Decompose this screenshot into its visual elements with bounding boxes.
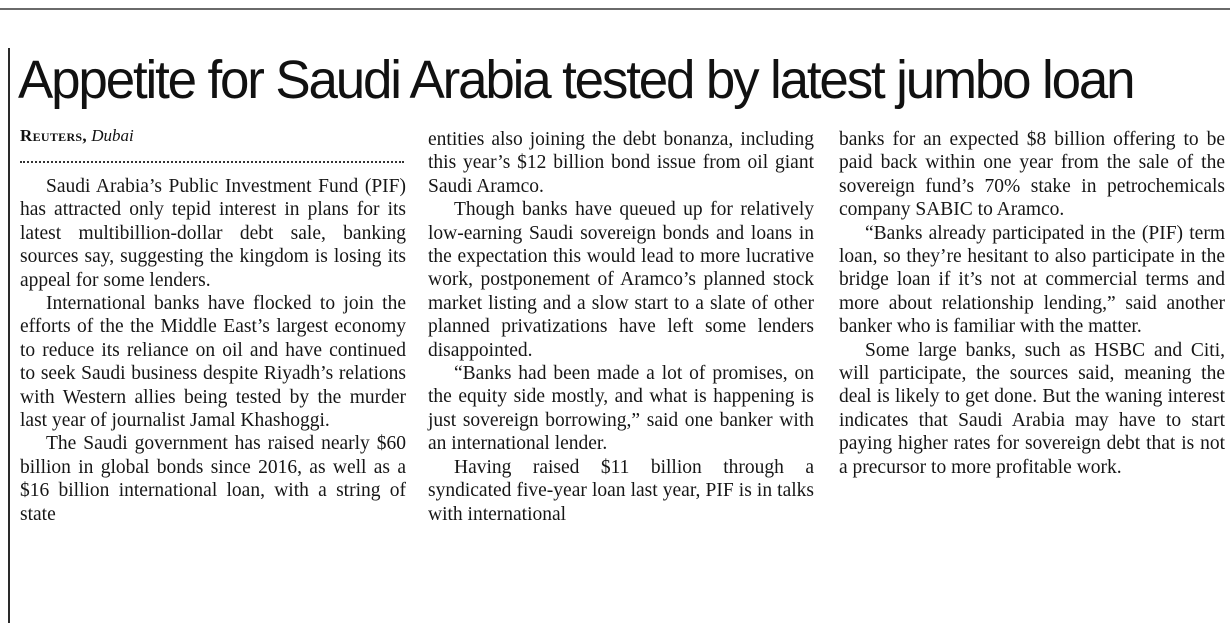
article-column-3 (839, 128, 1225, 620)
top-divider-rule (0, 8, 1230, 10)
paragraph-continued: banks for an expected $8 billion offering to be paid back within one year from the sale of the sovereign fund’s 70% stake in petrochemicals company SABIC to Aramco. (839, 129, 1225, 221)
headline: Appetite for Saudi Arabia tested by latest jumbo loan (18, 50, 1134, 110)
byline-dotted-divider (20, 161, 404, 163)
paragraph: Saudi Arabia’s Public Investment Fund (PIF) has attracted only tepid interest in plans for its latest multibillion-dollar debt sale, banking sources say, suggesting the kingdom is losing its appeal for some lenders. (20, 176, 406, 291)
byline (20, 126, 134, 146)
byline-agency: Reuters, (20, 126, 87, 145)
paragraph: Some large banks, such as HSBC and Citi, will participate, the sources said, meaning the deal is likely to get done. But the waning interest indicates that Saudi Arabia may have to start paying higher rates for sovereign debt that is not a precursor to more profitable work. (839, 339, 1225, 478)
left-column-rule (8, 48, 10, 623)
article-column-1 (20, 175, 406, 620)
paragraph: “Banks had been made a lot of promises, on the equity side mostly, and what is happening is just sovereign borrowing,” said one banker with an international lender. (428, 363, 814, 455)
article-column-2 (428, 128, 814, 620)
paragraph-continued: entities also joining the debt bonanza, including this year’s $12 billion bond issue from oil giant Saudi Aramco. (428, 129, 814, 197)
paragraph: Though banks have queued up for relatively low-earning Saudi sovereign bonds and loans in the expectation this would lead to more lucrative work, postponement of Aramco’s planned stock market listing and a slow start to a slate of other planned privatizations have left some lenders disappointed. (428, 199, 814, 361)
paragraph: Having raised $11 billion through a syndicated five-year loan last year, PIF is in talks with international (428, 456, 814, 525)
paragraph: The Saudi government has raised nearly $60 billion in global bonds since 2016, as well as a $16 billion international loan, with a string of state (20, 433, 406, 525)
paragraph: “Banks already participated in the (PIF) term loan, so they’re hesitant to also participate in the bridge loan if it’s not at commercial terms and more about relationship lending,” said another banker who is familiar with the matter. (839, 222, 1225, 338)
byline-location: Dubai (91, 126, 134, 145)
paragraph: International banks have flocked to join the efforts of the the Middle East’s largest economy to reduce its reliance on oil and have continued to seek Saudi business despite Riyadh’s relations with Western allies being tested by the murder last year of journalist Jamal Khashoggi. (20, 293, 406, 432)
